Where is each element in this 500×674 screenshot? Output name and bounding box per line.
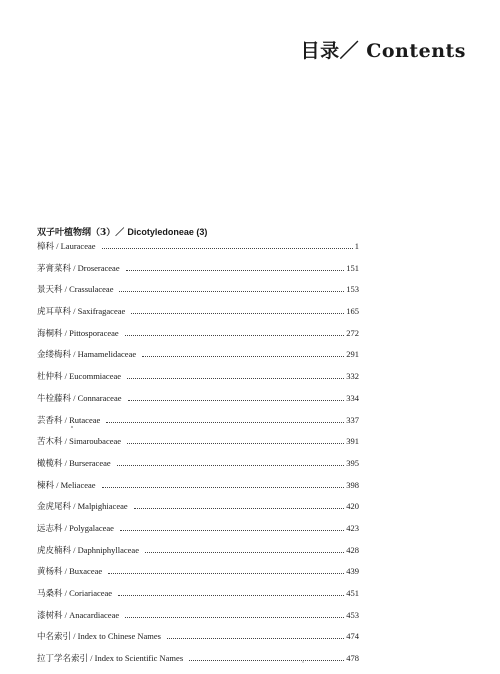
dot-leader (120, 530, 344, 531)
toc-entry-label: 楝科 / Meliaceae (37, 479, 96, 490)
toc-entry-page-number: 337 (346, 414, 359, 425)
toc-entry[interactable] (37, 630, 359, 652)
toc-entry-label: 拉丁学名索引 / Index to Scientific Names (37, 653, 184, 664)
scan-speck (71, 426, 73, 428)
toc-entry-label: 海桐科 / Pittosporaceae (37, 327, 119, 338)
toc-entry[interactable] (37, 348, 359, 370)
scan-speck (302, 661, 304, 663)
toc-entry[interactable] (37, 479, 359, 501)
dot-leader (117, 465, 345, 466)
dot-leader (131, 313, 344, 314)
toc-entry[interactable] (37, 370, 359, 392)
toc-entry-label: 杜仲科 / Eucommiaceae (37, 371, 122, 382)
toc-entry-label: 芸香科 / Rutaceae (37, 414, 101, 425)
dot-leader (125, 335, 345, 336)
toc-entry-label: 苦木科 / Simaroubaceae (37, 436, 122, 447)
toc-entry-label: 金虎尾科 / Malpighiaceae (37, 501, 128, 512)
dot-leader (167, 638, 344, 639)
dot-leader (102, 487, 345, 488)
toc-entry-label: 远志科 / Polygalaceae (37, 522, 114, 533)
toc-entry-label: 中名索引 / Index to Chinese Names (37, 631, 161, 642)
toc-entry-label: 景天科 / Crassulaceae (37, 284, 114, 295)
toc-entry-page-number: 165 (346, 306, 359, 317)
toc-entry-label: 橄榄科 / Burseraceae (37, 457, 111, 468)
dot-leader (118, 595, 344, 596)
toc-entry[interactable] (37, 262, 359, 284)
toc-entry[interactable] (37, 414, 359, 436)
toc-entry[interactable] (37, 435, 359, 457)
dot-leader (128, 400, 345, 401)
toc-entry-page-number: 332 (346, 371, 359, 382)
dot-leader (127, 378, 344, 379)
toc-entry[interactable] (37, 609, 359, 631)
toc-entry-page-number: 151 (346, 262, 359, 273)
toc-entry-page-number: 1 (354, 241, 359, 251)
toc-entry[interactable] (37, 240, 359, 262)
toc-entry-label: 黄杨科 / Buxaceae (37, 566, 103, 577)
toc-entry-label: 虎皮楠科 / Daphniphyllaceae (37, 544, 139, 555)
section-heading-chinese: 双子叶植物纲（3）／ (37, 228, 125, 238)
toc-entry-page-number: 391 (346, 436, 359, 447)
dot-leader (145, 552, 344, 553)
toc-entry[interactable] (37, 587, 359, 609)
dot-leader (142, 356, 344, 357)
toc-entry-page-number: 398 (346, 479, 359, 490)
toc-entry[interactable] (37, 327, 359, 349)
toc-entry[interactable] (37, 565, 359, 587)
dot-leader (126, 270, 345, 271)
toc-entry-page-number: 451 (346, 588, 359, 598)
toc-entry-page-number: 334 (346, 392, 359, 403)
toc-entry[interactable] (37, 652, 359, 674)
dot-leader (127, 443, 344, 444)
table-of-contents (37, 240, 359, 674)
dot-leader (108, 573, 344, 574)
toc-entry[interactable] (37, 544, 359, 566)
toc-entry-label: 茅膏菜科 / Droseraceae (37, 262, 120, 273)
dot-leader (134, 508, 345, 509)
toc-entry-page-number: 272 (346, 327, 359, 338)
toc-entry-page-number: 153 (346, 284, 359, 295)
toc-entry-page-number: 478 (346, 653, 359, 664)
toc-entry-label: 马桑科 / Coriariaceae (37, 588, 113, 598)
toc-entry[interactable] (37, 457, 359, 479)
dot-leader (189, 660, 344, 661)
toc-entry[interactable] (37, 305, 359, 327)
toc-entry-page-number: 474 (346, 631, 359, 642)
section-heading (37, 225, 207, 238)
toc-entry-label: 牛栓藤科 / Connaraceae (37, 392, 122, 403)
toc-entry-label: 樟科 / Lauraceae (37, 241, 96, 251)
dot-leader (125, 617, 344, 618)
toc-entry-label: 漆树科 / Anacardiaceae (37, 609, 120, 620)
dot-leader (106, 422, 344, 423)
toc-entry[interactable] (37, 283, 359, 305)
toc-entry-page-number: 453 (346, 609, 359, 620)
toc-entry[interactable] (37, 500, 359, 522)
dot-leader (119, 291, 344, 292)
toc-entry-page-number: 420 (346, 501, 359, 512)
toc-entry-page-number: 428 (346, 544, 359, 555)
toc-entry-label: 虎耳草科 / Saxifragaceae (37, 306, 126, 317)
section-heading-english: Dicotyledoneae (3) (127, 227, 208, 237)
dot-leader (102, 248, 353, 249)
toc-entry-page-number: 423 (346, 522, 359, 533)
page-title: 目录／ Contents (300, 40, 466, 62)
toc-entry-page-number: 395 (346, 457, 359, 468)
toc-entry[interactable] (37, 392, 359, 414)
toc-entry-page-number: 439 (346, 566, 359, 577)
toc-entry-label: 金缕梅科 / Hamamelidaceae (37, 349, 137, 360)
toc-entry[interactable] (37, 522, 359, 544)
toc-entry-page-number: 291 (346, 349, 359, 360)
